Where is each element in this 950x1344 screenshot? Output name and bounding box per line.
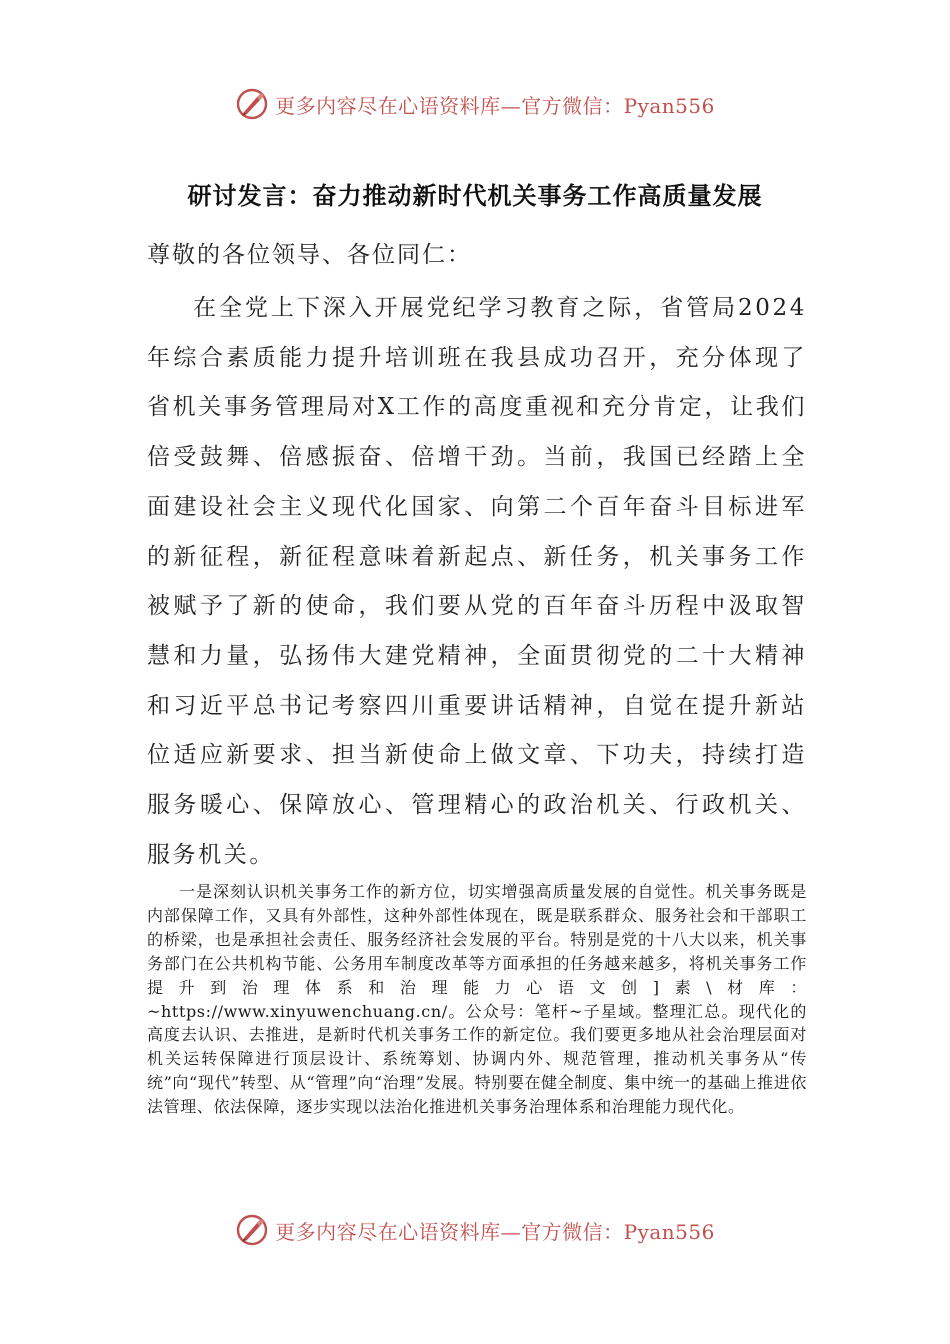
pen-logo-icon xyxy=(235,87,269,121)
header-banner-text: 更多内容尽在心语资料库—官方微信：Pyan556 xyxy=(275,93,715,118)
footer-banner xyxy=(0,1208,950,1252)
footer-banner-text: 更多内容尽在心语资料库—官方微信：Pyan556 xyxy=(275,1219,715,1244)
paragraph-2: 一是深刻认识机关事务工作的新方位，切实增强高质量发展的自觉性。机关事务既是内部保障工作，又具有外部性，这种外部性体现在，既是联系群众、服务社会和干部职工的桥梁，也是承担社会责任、服务经济社会发展的平台。特别是党的十八大以来，机关事务部门在公共机构节能、公务用车制度改革等方面承担的任务越来越多，将机关事务工作提升到治理体系和治理能力心语文创]素\材库：~https://www.xinyuwenchuang.cn/。公众号：笔杆~子星域。整理汇总。现代化的高度去认识、去推进，是新时代机关事务工作的新定位。我们要更多地从社会治理层面对机关运转保障进行顶层设计、系统筹划、协调内外、规范管理，推动机关事务从“传统”向“现代”转型、从“管理”向“治理”发展。特别要在健全制度、集中统一的基础上推进依法管理、依法保障，逐步实现以法治化推进机关事务治理体系和治理能力现代化。 xyxy=(147,882,807,1117)
header-banner xyxy=(0,82,950,126)
document-title: 研讨发言：奋力推动新时代机关事务工作高质量发展 xyxy=(187,181,763,210)
greeting: 尊敬的各位领导、各位同仁： xyxy=(147,242,472,268)
paragraph-1: 在全党上下深入开展党纪学习教育之际，省管局2024年综合素质能力提升培训班在我县成功召开，充分体现了省机关事务管理局对X工作的高度重视和充分肯定，让我们倍受鼓舞、倍感振奋、倍增干劲。当前，我国已经踏上全面建设社会主义现代化国家、向第二个百年奋斗目标进军的新征程，新征程意味着新起点、新任务，机关事务工作被赋予了新的使命，我们要从党的百年奋斗历程中汲取智慧和力量，弘扬伟大建党精神，全面贯彻党的二十大精神和习近平总书记考察四川重要讲话精神，自觉在提升新站位适应新要求、担当新使命上做文章、下功夫，持续打造服务暖心、保障放心、管理精心的政治机关、行政机关、服务机关。 xyxy=(147,295,807,868)
pen-logo-icon xyxy=(235,1213,269,1247)
